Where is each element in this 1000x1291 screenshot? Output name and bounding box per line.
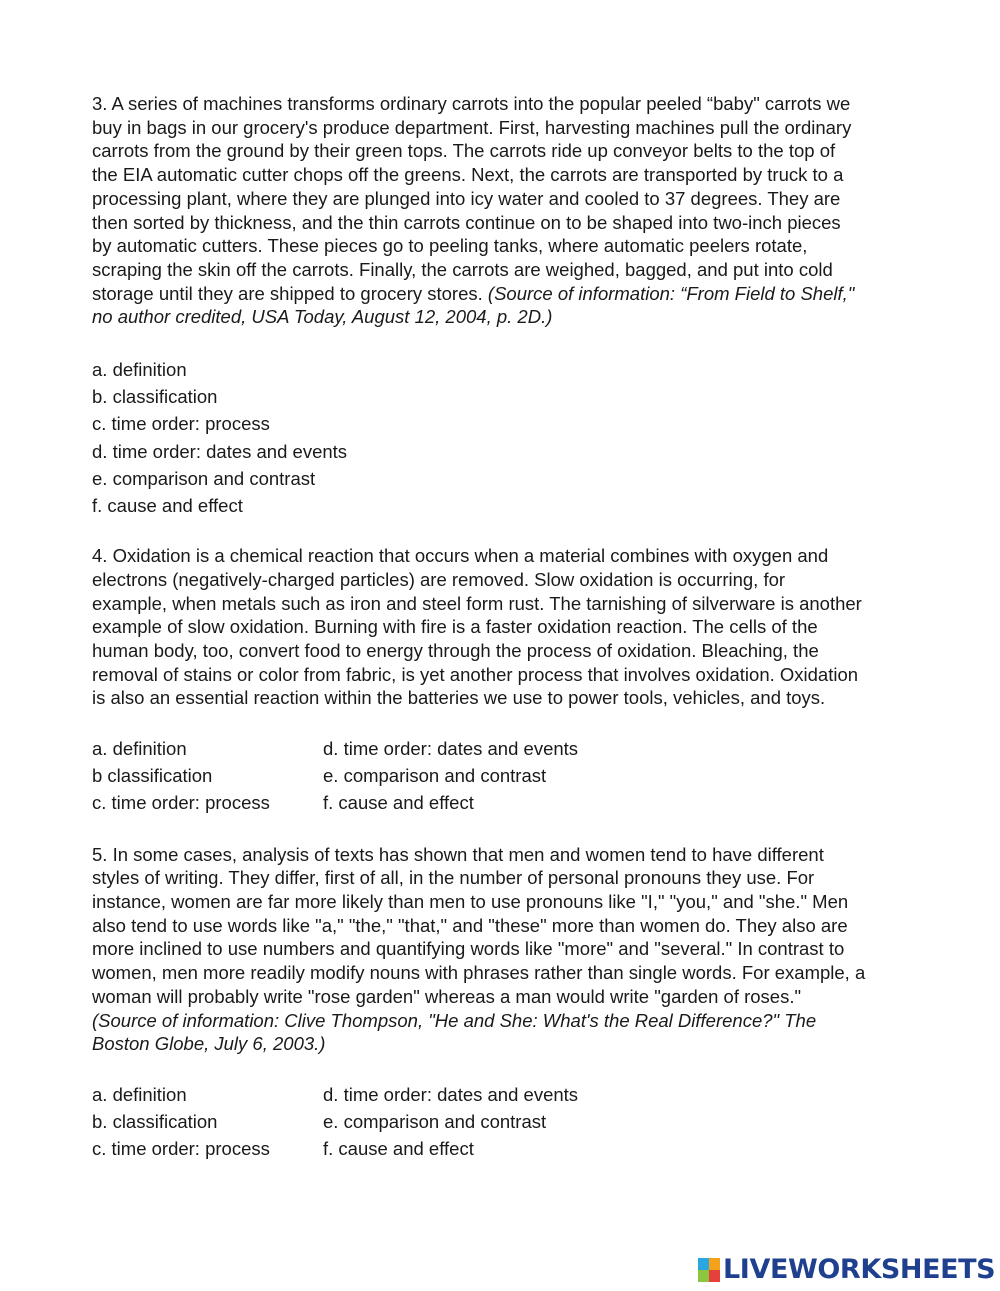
- option-f: f. cause and effect: [92, 494, 243, 516]
- question-4-line: is also an essential reaction within the batteries we use to power tools, vehicles, and toys.: [92, 687, 826, 709]
- option-a: a. definition: [92, 359, 187, 381]
- option-e: e. comparison and contrast: [323, 1111, 547, 1133]
- question-3-line: carrots from the ground by their green tops. The carrots ride up conveyor belts to the top of: [92, 140, 836, 162]
- question-5-line: 5. In some cases, analysis of texts has shown that men and women tend to have different: [92, 843, 824, 865]
- question-5-text: [92, 843, 922, 1056]
- option-b: b. classification: [92, 386, 218, 408]
- logo-tile: [709, 1258, 720, 1270]
- question-4-options: [92, 735, 922, 817]
- option-b: b. classification: [92, 1111, 218, 1133]
- worksheet-page: [92, 92, 922, 1163]
- question-4-line: human body, too, convert food to energy through the process of oxidation. Bleaching, the: [92, 639, 819, 661]
- option-e: e. comparison and contrast: [323, 765, 547, 787]
- question-4-text: [92, 544, 922, 710]
- question-5-line: more inclined to use numbers and quantifying words like "more" and "several." In contrast to: [92, 938, 845, 960]
- question-4-line: example, when metals such as iron and steel form rust. The tarnishing of silverware is another: [92, 592, 862, 614]
- question-5-source: (Source of information: Clive Thompson, "He and She: What's the Real Difference?" The: [92, 1009, 817, 1031]
- option-a: a. definition: [92, 738, 187, 760]
- option-c: c. time order: process: [92, 1138, 270, 1160]
- question-3-line: then sorted by thickness, and the thin carrots continue on to be shaped into two-inch pieces: [92, 211, 841, 233]
- option-f: f. cause and effect: [323, 792, 474, 814]
- question-5-line: instance, women are far more likely than men to use pronouns like "I," "you," and "she." Men: [92, 891, 849, 913]
- option-d: d. time order: dates and events: [323, 738, 579, 760]
- option-d: d. time order: dates and events: [92, 440, 348, 462]
- question-3-line: processing plant, where they are plunged into icy water and cooled to 37 degrees. They are: [92, 187, 841, 209]
- question-5-source-cont: Boston Globe, July 6, 2003.): [92, 1033, 326, 1055]
- logo-text: LIVEWORKSHEETS: [723, 1254, 996, 1285]
- question-3-line: buy in bags in our grocery's produce department. First, harvesting machines pull the ordinary: [92, 116, 852, 138]
- question-5-line: styles of writing. They differ, first of all, in the number of personal pronouns they use. For: [92, 867, 815, 889]
- logo-icon: [698, 1258, 720, 1282]
- liveworksheets-logo[interactable]: [698, 1255, 995, 1285]
- question-3-source: (Source of information: “From Field to Shelf,": [487, 282, 855, 304]
- option-c: c. time order: process: [92, 792, 270, 814]
- question-3-options: [92, 356, 922, 519]
- question-5-line: also tend to use words like "a," "the," "that," and "these" more than women do. They also are: [92, 914, 848, 936]
- question-3-line: scraping the skin off the carrots. Finally, the carrots are weighed, bagged, and put into cold: [92, 258, 833, 280]
- question-4-line: removal of stains or color from fabric, is yet another process that involves oxidation. Oxidation: [92, 663, 859, 685]
- question-3-line: the EIA automatic cutter chops off the greens. Next, the carrots are transported by truck to a: [92, 164, 844, 186]
- option-e: e. comparison and contrast: [92, 467, 316, 489]
- question-4-line: electrons (negatively-charged particles) are removed. Slow oxidation is occurring, for: [92, 568, 786, 590]
- option-b: b classification: [92, 765, 213, 787]
- question-5-options: [92, 1081, 922, 1163]
- logo-tile: [709, 1270, 720, 1282]
- question-3-line: [92, 282, 922, 306]
- question-3-line-text: storage until they are shipped to grocery stores.: [92, 282, 488, 304]
- question-3-line: 3. A series of machines transforms ordinary carrots into the popular peeled “baby" carrots we: [92, 93, 851, 114]
- option-c: c. time order: process: [92, 413, 270, 435]
- question-5-line: women, men more readily modify nouns with phrases rather than single words. For example, a: [92, 962, 866, 984]
- option-f: f. cause and effect: [323, 1138, 474, 1160]
- question-3-text: [92, 92, 922, 329]
- option-d: d. time order: dates and events: [323, 1083, 579, 1105]
- question-3-source-cont: no author credited, USA Today, August 12, 2004, p. 2D.): [92, 306, 553, 328]
- question-5-line: woman will probably write "rose garden" whereas a man would write "garden of roses.": [92, 985, 802, 1007]
- logo-tile: [698, 1258, 709, 1270]
- question-4-line: 4. Oxidation is a chemical reaction that occurs when a material combines with oxygen and: [92, 545, 829, 567]
- logo-tile: [698, 1270, 709, 1282]
- question-4-line: example of slow oxidation. Burning with fire is a faster oxidation reaction. The cells of the: [92, 616, 818, 638]
- question-3-line: by automatic cutters. These pieces go to peeling tanks, where automatic peelers rotate,: [92, 235, 808, 257]
- option-a: a. definition: [92, 1083, 187, 1105]
